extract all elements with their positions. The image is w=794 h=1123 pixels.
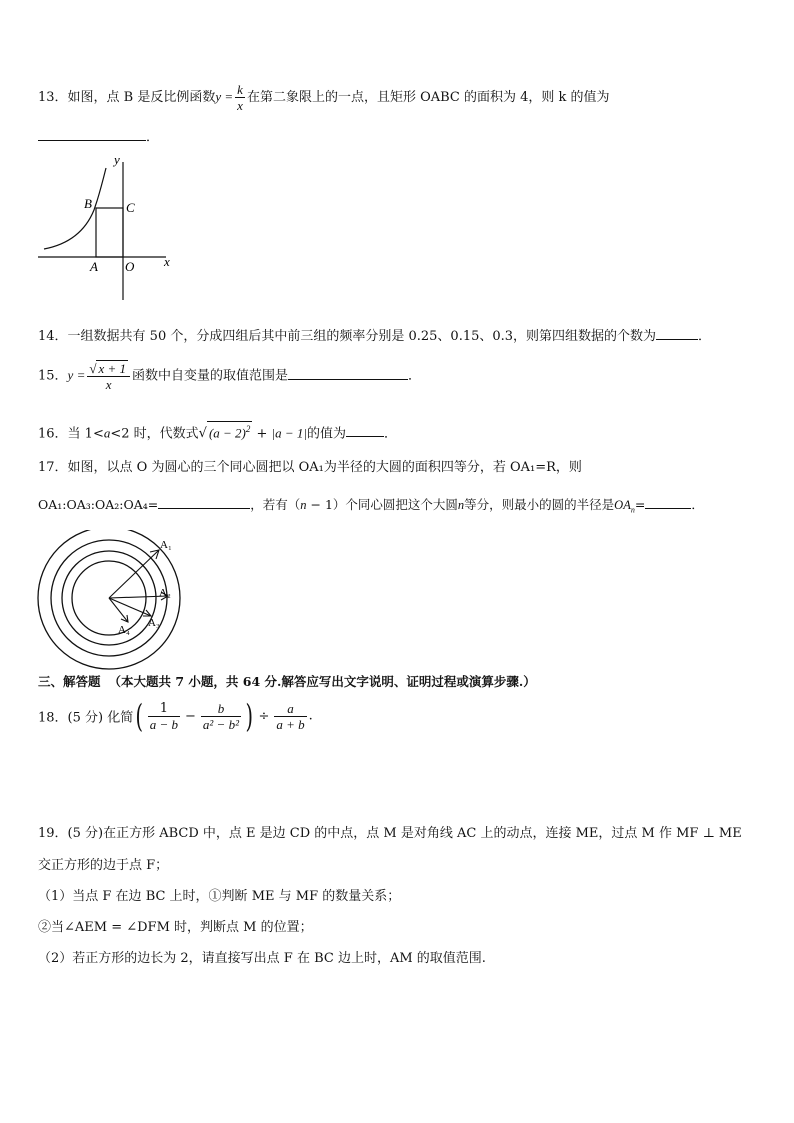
q17-concentric-circles — [34, 530, 190, 674]
label-a: A — [90, 259, 98, 274]
q19-line2: 交正方形的边于点 F； — [38, 858, 169, 873]
q15-line: 15．y = $\frac{√ x + 1}{x}$ 函数中自变量的取值范围是 ． — [38, 361, 422, 392]
label-c: C — [126, 200, 135, 215]
q14-answer-blank[interactable] — [656, 327, 698, 340]
label-x: x — [164, 254, 170, 269]
label-a1: A₁ — [160, 539, 172, 551]
q13-y-eq: y = — [215, 89, 234, 104]
q15-answer-blank[interactable] — [288, 367, 408, 380]
rectangle-oabc — [96, 208, 123, 257]
q14-line: 14．一组数据共有 50 个，分成四组后其中前三组的频率分别是 0.25、0.15、0.3，则第四组数据的个数为 ． — [38, 329, 712, 344]
q13-suffix: 在第二象限上的一点，且矩形 OABC 的面积为 4，则 k 的值为 — [246, 90, 610, 105]
label-a4: A₄ — [118, 624, 130, 636]
q13-graph — [36, 152, 176, 304]
q13-fraction: $\frac{k}{x}$ — [237, 82, 243, 113]
label-o: O — [125, 259, 135, 274]
q16-line: 16．当 1<a<2 时，代数式√ $(a - 2)^2 + |a - 1|$的值为 ． — [38, 421, 397, 441]
q19-line4: ②当∠AEM = ∠DFM 时，判断点 M 的位置； — [38, 920, 313, 935]
q13-prefix: 13．如图，点 B 是反比例函数 — [38, 90, 216, 105]
q18-line: 18．(5 分) 化简( $\frac{1}{a - b}$ − $\frac{b}{\text{a² − b²}}$ ) ÷ $\frac{a}{a + b}$ . — [38, 697, 313, 735]
q17-ratio-blank[interactable] — [158, 496, 250, 509]
q19-line5: （2）若正方形的边长为 2，请直接写出点 F 在 BC 边上时，AM 的取值范围. — [38, 951, 486, 966]
q19-line3: （1）当点 F 在边 BC 上时，①判断 ME 与 MF 的数量关系； — [38, 889, 401, 904]
q13-answer-line: ． — [38, 126, 159, 145]
label-y: y — [114, 152, 120, 167]
q16-answer-blank[interactable] — [346, 424, 384, 437]
label-a3: A₃ — [148, 617, 160, 629]
label-a2: A₂ — [159, 587, 171, 599]
q19-line1: 19．(5 分)在正方形 ABCD 中，点 E 是边 CD 的中点，点 M 是对角线 AC 上的动点，连接 ME，过点 M 作 MF ⊥ ME — [38, 826, 742, 841]
q13-line — [38, 82, 610, 113]
q17-line2: OA₁:OA₃:OA₂:OA₄= ，若有（n − 1）个同心圆把这个大圆n等分，则最小的圆的半径是$OA_n=$ ． — [38, 497, 704, 515]
section3-heading: 三、解答题 （本大题共 7 小题，共 64 分.解答应写出文字说明、证明过程或演算步骤.） — [38, 674, 536, 689]
q17-line1: 17．如图，以点 O 为圆心的三个同心圆把以 OA₁为半径的大圆的面积四等分，若 OA₁=R，则 — [38, 460, 582, 475]
q13-answer-blank[interactable] — [38, 128, 146, 141]
label-b: B — [84, 196, 92, 211]
q17-radius-blank[interactable] — [645, 496, 691, 509]
q15-fraction: $\frac{√ x + 1}{x}$ — [87, 360, 130, 392]
